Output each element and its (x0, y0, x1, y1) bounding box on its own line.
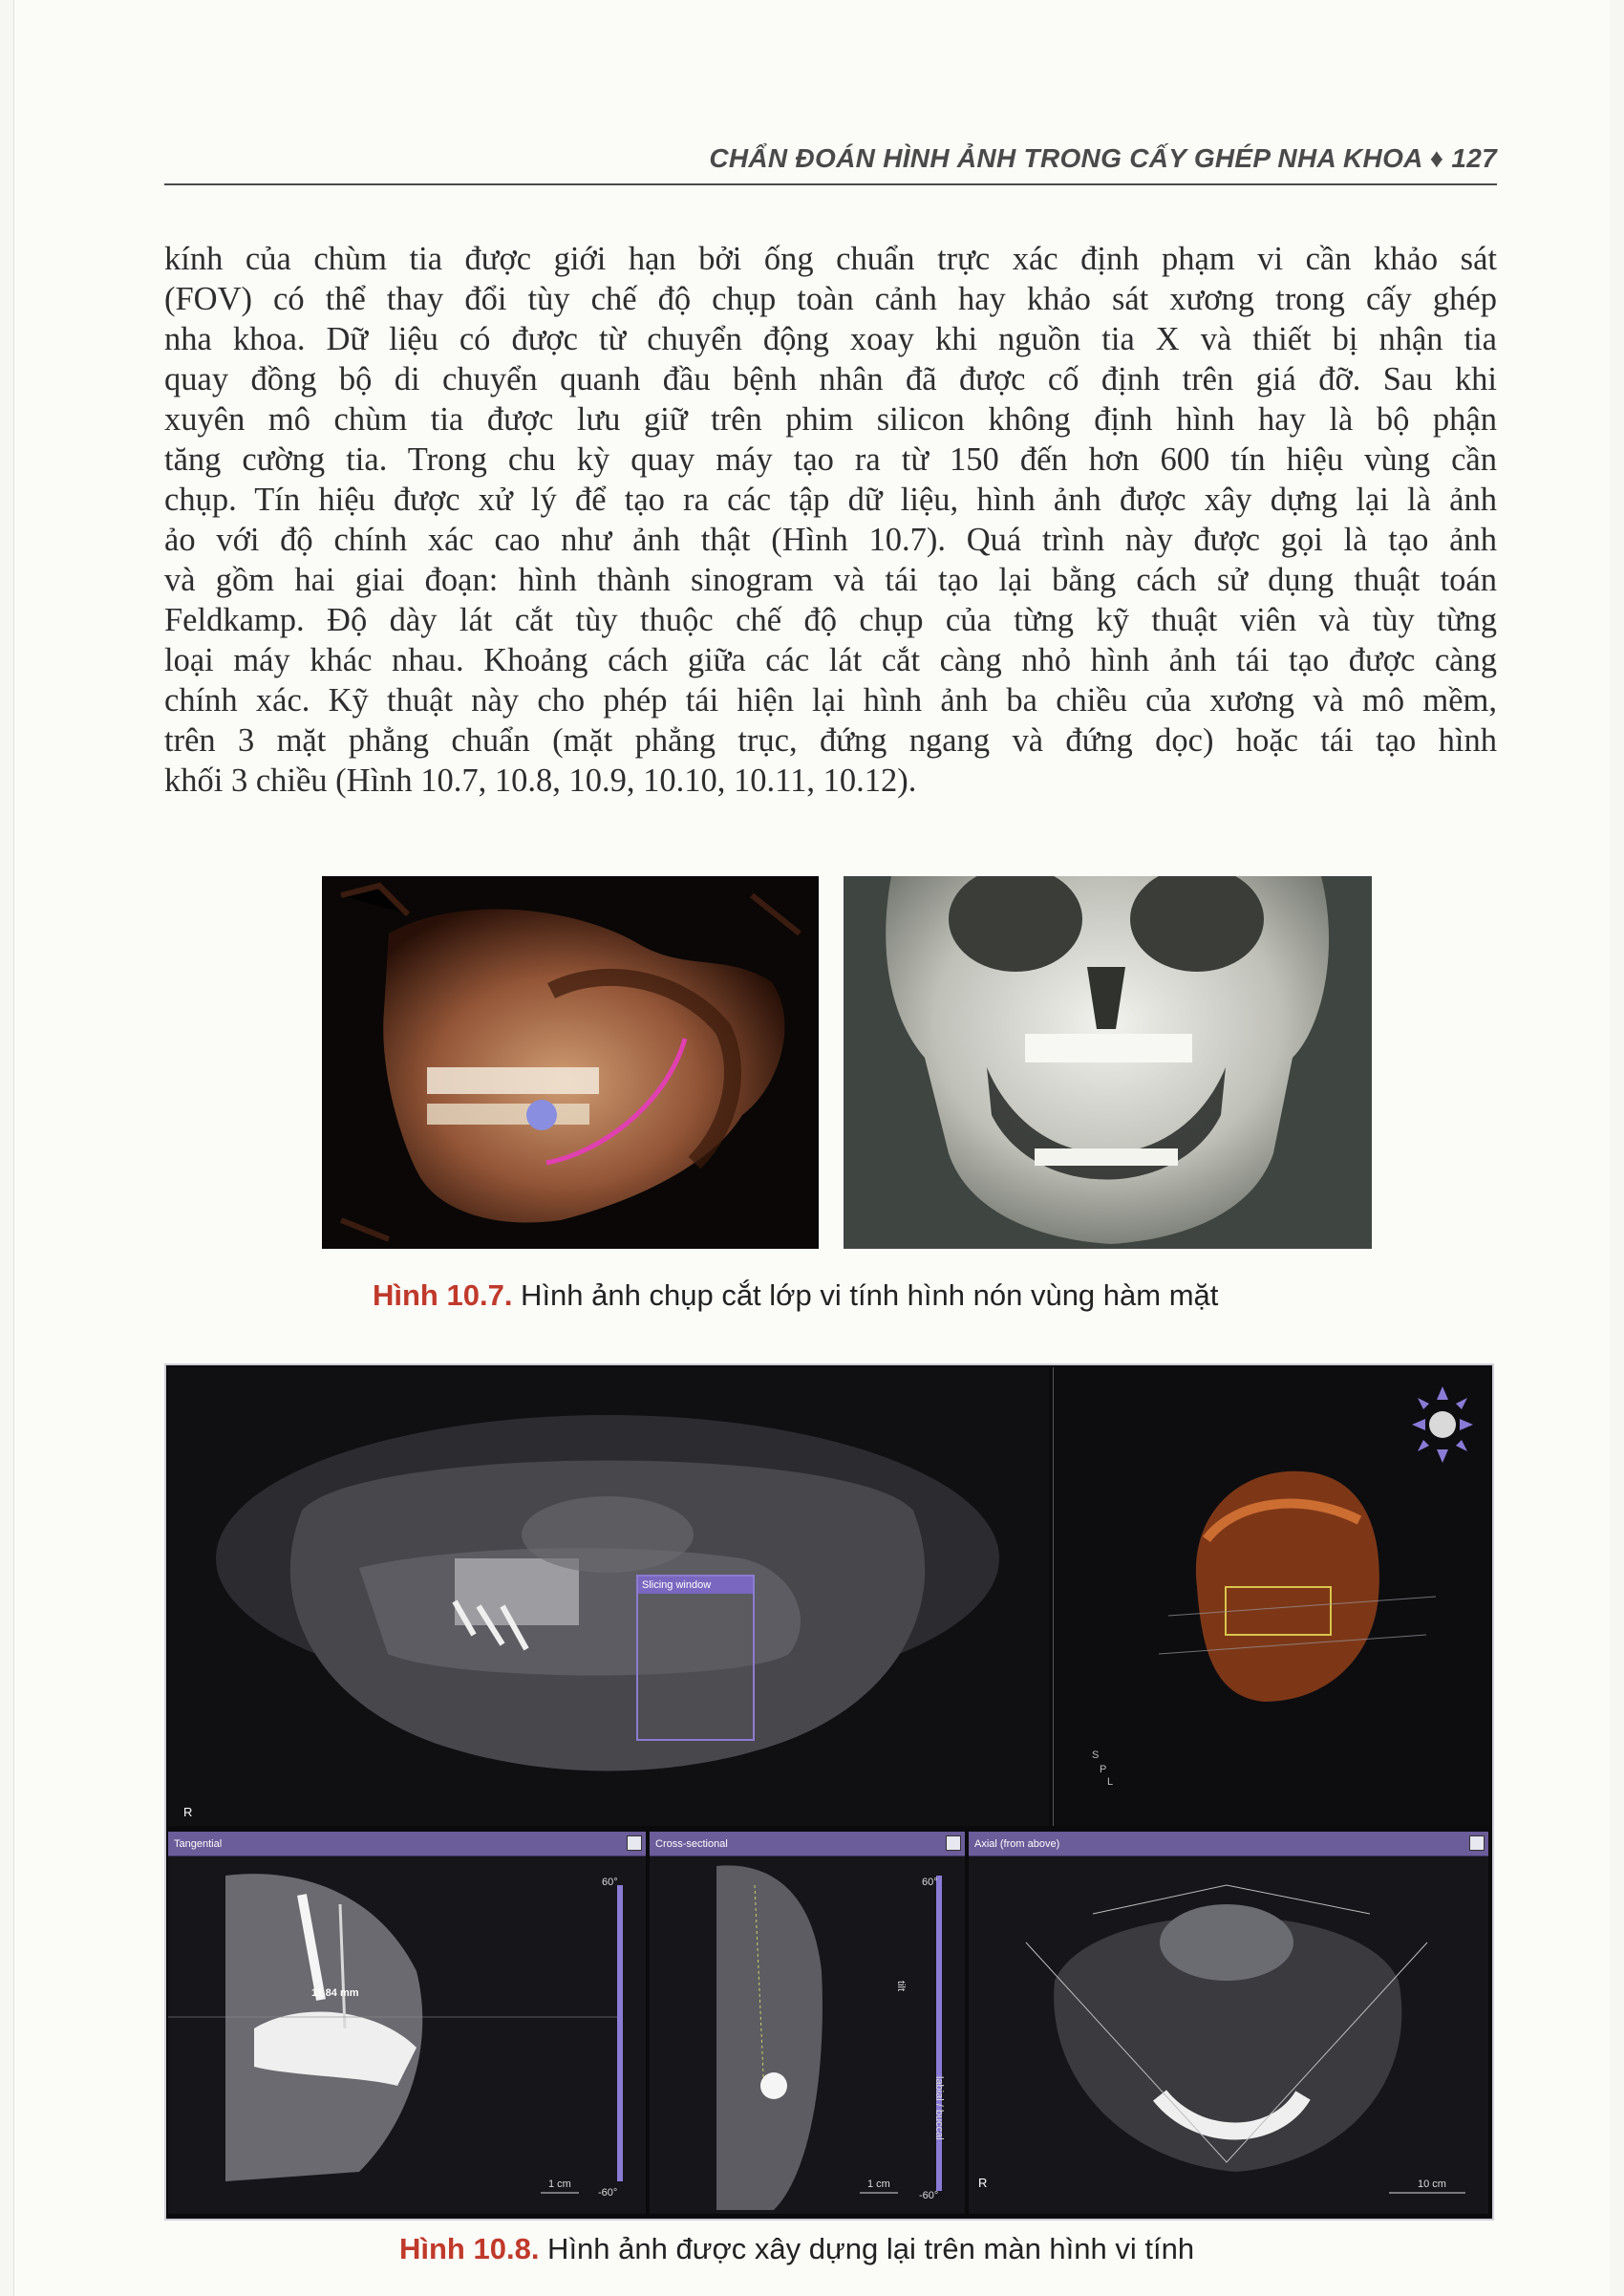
slicing-window[interactable] (636, 1575, 755, 1741)
angle-top-label: 60° (922, 1877, 938, 1888)
slicing-window-title: Slicing window (638, 1577, 753, 1594)
text-line: trên 3 mặt phẳng chuẩn (mặt phẳng trục, đứng ngang và đứng dọc) hoặc tái tạo hình (164, 722, 1497, 759)
caption-text: Hình ảnh được xây dựng lại trên màn hình vi tính (539, 2232, 1195, 2265)
angle-top-label: 60° (602, 1877, 618, 1888)
text-line: (FOV) có thể thay đổi tùy chế độ chụp toàn cảnh hay khảo sát xương trong cấy ghép (164, 281, 1497, 317)
tilt-label: tilt (895, 1981, 907, 1991)
figure-10-7-caption (373, 1278, 1218, 1313)
text-line: và gồm hai giai đoạn: hình thành sinogram và tái tạo lại bằng cách sử dụng thuật toán (164, 562, 1497, 598)
text-line: loại máy khác nhau. Khoảng cách giữa các lát cắt càng nhỏ hình ảnh tái tạo được càng (164, 642, 1497, 678)
orientation-s-label: S (1092, 1749, 1100, 1761)
tangential-title-bar (168, 1832, 646, 1856)
tangential-panel (168, 1832, 646, 2214)
cross-sectional-title: Cross-sectional (655, 1838, 728, 1850)
caption-number: Hình 10.7. (373, 1278, 513, 1312)
maximize-button[interactable] (946, 1835, 961, 1851)
cross-sectional-panel (650, 1832, 965, 2214)
axial-title: Axial (from above) (974, 1838, 1060, 1850)
text-line: tăng cường tia. Trong chu kỳ quay máy tạo ra từ 150 đến hơn 600 tín hiệu vùng cần (164, 441, 1497, 478)
3d-head-panel (1053, 1367, 1489, 1826)
caption-number: Hình 10.8. (399, 2232, 540, 2265)
maximize-button[interactable] (627, 1835, 642, 1851)
scale-label: 1 cm (867, 2178, 890, 2190)
measurement-label: 11.84 mm (311, 1987, 359, 1999)
scale-label: 1 cm (548, 2178, 571, 2190)
dental-software-screenshot (164, 1363, 1494, 2221)
view-rotate-widget[interactable] (1412, 1386, 1473, 1463)
axial-title-bar (969, 1832, 1488, 1856)
header-title: CHẨN ĐOÁN HÌNH ẢNH TRONG CẤY GHÉP NHA KHOA ♦ 127 (709, 143, 1497, 173)
angle-bottom-label: -60° (919, 2190, 939, 2201)
text-line: ảo với độ chính xác cao như ảnh thật (Hình 10.7). Quá trình này được gọi là tạo ảnh (164, 522, 1497, 558)
labial-buccal-label: labial / buccal (933, 2076, 945, 2140)
running-header (164, 134, 1497, 185)
text-line: nha khoa. Dữ liệu có được từ chuyển động xoay khi nguồn tia X và thiết bị nhận tia (164, 321, 1497, 357)
text-line: chụp. Tín hiệu được xử lý để tạo ra các tập dữ liệu, hình ảnh được xây dựng lại là ảnh (164, 482, 1497, 518)
text-line: quay đồng bộ di chuyển quanh đầu bệnh nhân đã được cố định trên giá đỡ. Sau khi (164, 361, 1497, 397)
caption-text: Hình ảnh chụp cắt lớp vi tính hình nón vùng hàm mặt (512, 1278, 1219, 1312)
cross-sectional-title-bar (650, 1832, 965, 1856)
text-line: kính của chùm tia được giới hạn bởi ống chuẩn trực xác định phạm vi cần khảo sát (164, 241, 1497, 277)
maximize-button[interactable] (1469, 1835, 1485, 1851)
axial-from-above-panel (969, 1832, 1488, 2214)
orientation-r-label: R (978, 2176, 988, 2190)
text-line: chính xác. Kỹ thuật này cho phép tái hiện lại hình ảnh ba chiều của xương và mô mềm, (164, 682, 1497, 719)
orientation-p-label: P (1100, 1764, 1107, 1775)
angle-bottom-label: -60° (598, 2187, 618, 2199)
orientation-r-label: R (183, 1805, 193, 1819)
text-line: khối 3 chiều (Hình 10.7, 10.8, 10.9, 10.10, 10.11, 10.12). (164, 762, 917, 799)
implant-marker (526, 1100, 557, 1130)
tangential-title: Tangential (174, 1838, 223, 1850)
text-line: xuyên mô chùm tia được lưu giữ trên phim silicon không định hình hay là bộ phận (164, 401, 1497, 438)
lateral-skull-3d-image (322, 876, 819, 1249)
orientation-l-label: L (1107, 1776, 1114, 1788)
scale-label: 10 cm (1418, 2178, 1446, 2190)
axial-view-panel (168, 1367, 1049, 1826)
body-paragraph (164, 239, 1497, 801)
frontal-skull-3d-image (844, 876, 1372, 1249)
text-line: Feldkamp. Độ dày lát cắt tùy thuộc chế độ chụp của từng kỹ thuật viên và tùy từng (164, 602, 1497, 638)
figure-10-8-caption (399, 2232, 1194, 2266)
